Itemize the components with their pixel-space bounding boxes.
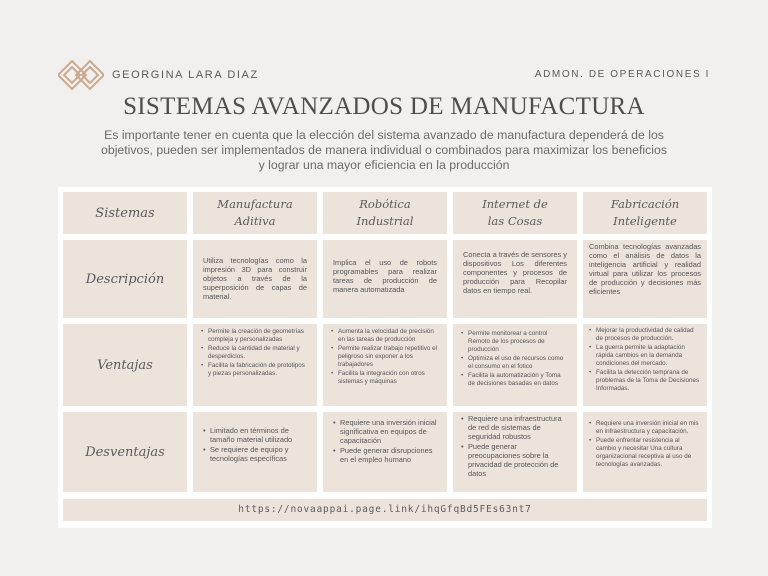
list-item: • Limitado en términos de tamaño material utilizado	[203, 426, 307, 444]
list-item: • La guerra permite la adaptación rápida cambios en la demanda condiciones del mercado.	[589, 344, 701, 368]
list-item: • Aumenta la velocidad de precisión en las tareas de producción	[331, 328, 439, 344]
disadvantages-cell	[453, 412, 577, 492]
list-item: • Puede enfrentar resistencia al cambio y necesitar Una cultura organizacional receptiva al uso de tecnologías avanzadas.	[589, 437, 701, 469]
description-cell: Utiliza tecnologías como la impresión 3D para construir objetos a través de la superposición de capas de material.	[193, 240, 317, 318]
description-cell: Combina tecnologías avanzadas como el análisis de datos la inteligencia artificial y realidad virtual para utilizar los procesos de producción y decisiones más eficientes	[583, 240, 707, 318]
description-cell: Implica el uso de robots programables para realizar tareas de producción de manera automatizada	[323, 240, 447, 318]
list-item: • Permite monitorear a control Remoto de los procesos de producción	[461, 330, 569, 354]
row-header-ventajas: Ventajas	[63, 324, 187, 406]
column-header: Manufactura Aditiva	[193, 192, 317, 234]
comparison-table	[58, 187, 712, 528]
column-header: Robótica Industrial	[323, 192, 447, 234]
list-item: • Requiere una inversión inicial significativa en equipos de capacitación	[333, 418, 437, 445]
row-header-desventajas: Desventajas	[63, 412, 187, 492]
list-item: • Facilita la automatización y Toma de decisiones basadas en datos	[461, 372, 569, 388]
source-link[interactable]: https://novaappai.page.link/ihqGfqBd5FEs63nt7	[63, 499, 707, 521]
course-name: ADMON. DE OPERACIONES I	[534, 69, 710, 80]
advantages-list	[461, 330, 569, 388]
list-item: • Facilita la detección temprana de problemas de la Toma de Decisiones Informadas.	[589, 369, 701, 393]
advantages-list	[201, 328, 309, 378]
list-item: • Se requiere de equipo y tecnologías específicas	[203, 445, 307, 463]
list-item: • Requiere una inversión inicial en mis en infraestructura y capacitación.	[589, 420, 701, 436]
advantages-list	[589, 327, 701, 393]
corner-header: Sistemas	[63, 192, 187, 234]
list-item: • Puede generar disrupciones en el empleo humano	[333, 446, 437, 464]
advantages-list	[331, 328, 439, 386]
column-header: Fabricación Inteligente	[583, 192, 707, 234]
disadvantages-cell	[323, 412, 447, 492]
list-item: • Facilita la integración con otros sistemas y máquinas	[331, 370, 439, 386]
author-name: GEORGINA LARA DIAZ	[112, 69, 259, 81]
list-item: • Requiere una infraestructura de red de sistemas de seguridad robustos	[461, 414, 569, 441]
page-title: SISTEMAS AVANZADOS DE MANUFACTURA	[123, 93, 645, 120]
list-item: • Mejorar la productividad de calidad de procesos de producción.	[589, 327, 701, 343]
intro-text: Es importante tener en cuenta que la elección del sistema avanzado de manufactura dependerá de los objetivos, pueden ser implementados de manera individual o combinados para maximizar los beneficios y lograr una mayor eficiencia en la producción	[101, 128, 667, 172]
description-cell: Conecta a través de sensores y dispositivos Los diferentes componentes y procesos de producción para Recopilar datos en tiempo real.	[453, 240, 577, 318]
list-item: • Optimiza el uso de recursos como el consumo en el fotico	[461, 355, 569, 371]
list-item: • Reduce la cantidad de material y desperdicios.	[201, 345, 309, 361]
advantages-cell	[583, 324, 707, 406]
advantages-cell	[193, 324, 317, 406]
disadvantages-list	[589, 420, 701, 469]
list-item: • Facilita la fabricación de prototipos y piezas personalizadas.	[201, 362, 309, 378]
disadvantages-cell	[583, 412, 707, 492]
disadvantages-list	[203, 426, 307, 463]
disadvantages-list	[461, 414, 569, 478]
list-item: • Permite la creación de geometrías compleja y personalizadas	[201, 328, 309, 344]
header	[58, 58, 710, 92]
list-item: • Permite realizar trabajo repetitivo el peligroso sin exponer a los trabajadores	[331, 345, 439, 369]
disadvantages-list	[333, 418, 437, 464]
list-item: • Puede generar preocupaciones sobre la privacidad de protección de datos	[461, 442, 569, 478]
advantages-cell	[453, 324, 577, 406]
column-header: Internet de las Cosas	[453, 192, 577, 234]
interlaced-diamond-logo-icon	[58, 58, 104, 92]
advantages-cell	[323, 324, 447, 406]
row-header-descripcion: Descripción	[63, 240, 187, 318]
disadvantages-cell	[193, 412, 317, 492]
